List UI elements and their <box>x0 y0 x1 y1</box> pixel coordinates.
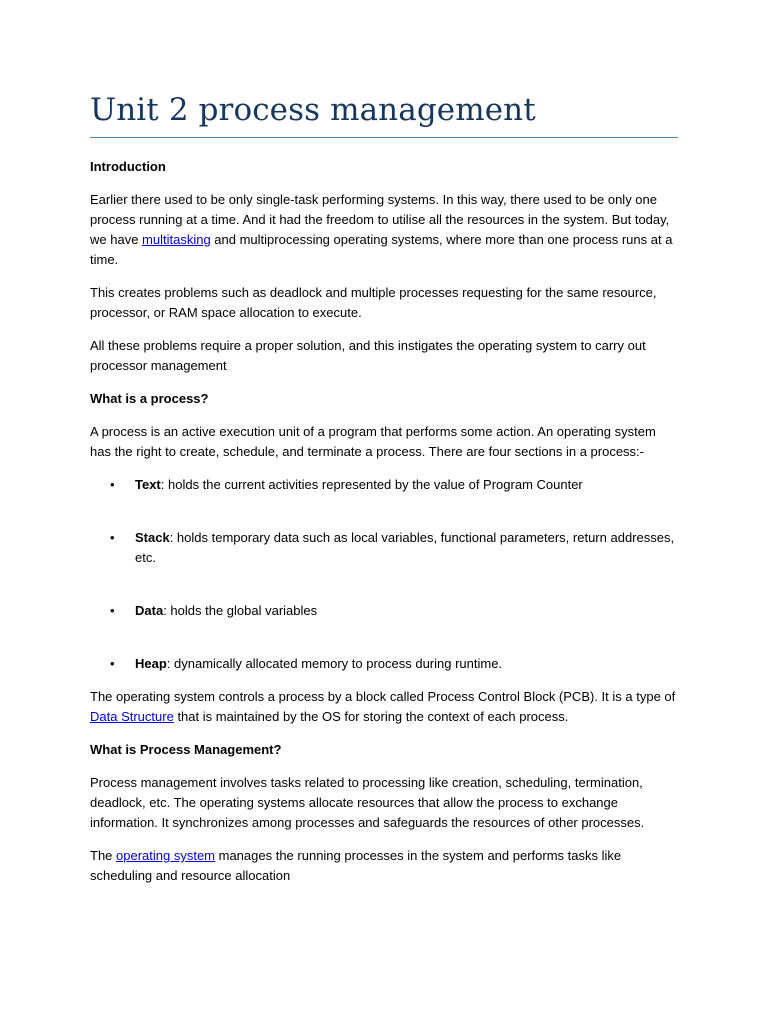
list-item-heap <box>90 654 678 674</box>
section-desc: : dynamically allocated memory to process during runtime. <box>166 656 503 671</box>
document-body <box>90 157 678 899</box>
document-title: Unit 2 process management <box>90 92 536 128</box>
management-p2-text-before: The <box>90 848 117 863</box>
section-term: Heap <box>135 656 167 671</box>
section-desc: : holds temporary data such as local variables, functional parameters, return addresses, etc. <box>135 530 675 565</box>
list-item-data <box>90 601 678 621</box>
management-p2-text-after: manages the running processes in the system and performs tasks like scheduling and resource allocation <box>90 848 622 883</box>
bullet-icon: • <box>110 477 115 492</box>
bullet-icon: • <box>110 603 115 618</box>
title-divider <box>90 137 678 138</box>
section-desc: : holds the global variables <box>163 603 318 618</box>
bullet-icon: • <box>110 656 115 671</box>
bullet-icon: • <box>110 530 115 545</box>
multitasking-link[interactable]: multitasking <box>142 232 211 247</box>
heading-introduction: Introduction <box>90 159 166 174</box>
operating-system-link[interactable]: operating system <box>116 848 216 863</box>
management-paragraph-2 <box>90 846 678 886</box>
intro-paragraph-2: This creates problems such as deadlock and multiple processes requesting for the same resource, processor, or RAM space allocation to execute. <box>90 285 657 320</box>
process-sections-list <box>90 475 678 674</box>
intro-paragraph-3: All these problems require a proper solution, and this instigates the operating system to carry out processor management <box>90 338 646 373</box>
pcb-text-before: The operating system controls a process by a block called Process Control Block (PCB). It is a type of <box>90 689 676 704</box>
list-item-stack <box>90 528 678 568</box>
section-term: Text <box>135 477 161 492</box>
section-term: Stack <box>135 530 170 545</box>
list-item-text <box>90 475 678 495</box>
pcb-paragraph <box>90 687 678 727</box>
intro-paragraph-1 <box>90 190 678 270</box>
heading-process-management: What is Process Management? <box>90 742 282 757</box>
intro-p1-text-before: Earlier there used to be only single-task performing systems. In this way, there used to be only one process running at a time. And it had the freedom to utilise all the resources in the system. But today, we have <box>90 192 670 247</box>
pcb-text-after: that is maintained by the OS for storing the context of each process. <box>173 709 569 724</box>
management-paragraph-1: Process management involves tasks related to processing like creation, scheduling, termination, deadlock, etc. The operating systems allocate resources that allow the process to exchange information. It synchronizes among processes and safeguards the resources of other processes. <box>90 775 645 830</box>
heading-what-is-process: What is a process? <box>90 391 209 406</box>
data-structure-link[interactable]: Data Structure <box>90 709 174 724</box>
section-desc: : holds the current activities represented by the value of Program Counter <box>160 477 583 492</box>
intro-p1-text-after: and multiprocessing operating systems, where more than one process runs at a time. <box>90 232 673 267</box>
section-term: Data <box>135 603 164 618</box>
process-paragraph: A process is an active execution unit of a program that performs some action. An operating system has the right to create, schedule, and terminate a process. There are four sections in a process:- <box>90 424 656 459</box>
